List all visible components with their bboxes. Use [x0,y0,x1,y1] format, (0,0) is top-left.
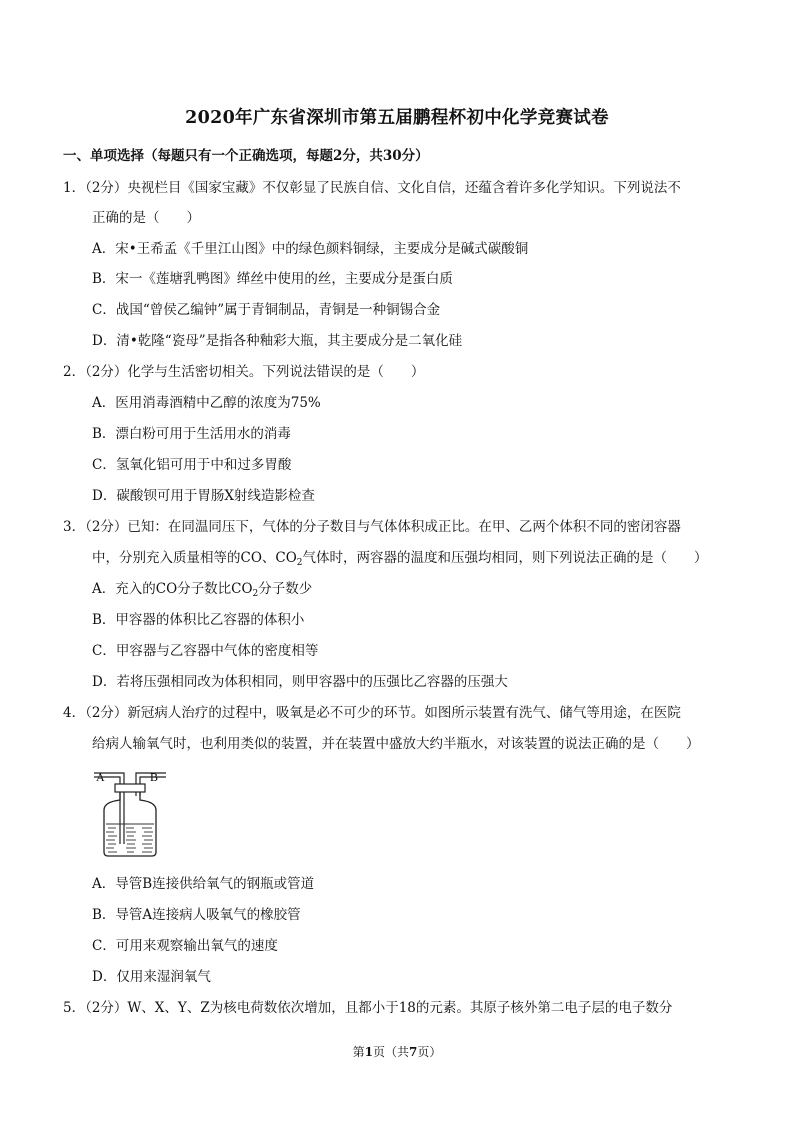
q1-option-a: A．宋•王希孟《千里江山图》中的绿色颜料铜绿，主要成分是碱式碳酸铜 [92,241,529,257]
q2-option-a: A．医用消毒酒精中乙醇的浓度为75% [92,395,321,411]
section-heading: 一、单项选择（每题只有一个正确选项，每题2分，共30分） [63,148,429,164]
q3-option-a [92,577,312,599]
q3-option-a-post: 分子数少 [258,581,313,597]
gas-washing-bottle-diagram [90,766,170,862]
q1-stem-line2: 正确的是（ ） [92,210,200,226]
q1-stem-line1: 1．（2分）央视栏目《国家宝藏》不仅彰显了民族自信、文化自信，还蕴含着许多化学知识。下列说法不 [63,180,681,196]
q1-option-d: D．清•乾隆“瓷母”是指各种釉彩大瓶，其主要成分是二氧化硅 [92,333,463,349]
footer-page-number: 1 [364,1045,373,1059]
q3-option-a-pre: A．充入的CO分子数比CO [92,581,253,597]
q4-option-c: C．可用来观察输出氧气的速度 [92,938,278,954]
q4-option-a: A．导管B连接供给氧气的钢瓶或管道 [92,876,315,892]
footer-mid: 页（共 [372,1045,409,1059]
q3-option-c: C．甲容器与乙容器中气体的密度相等 [92,643,319,659]
q4-option-b: B．导管A连接病人吸氧气的橡胶管 [92,907,301,923]
q5-stem-line1: 5．（2分）W、X、Y、Z为核电荷数依次增加，且都小于18的元素。其原子核外第二电子层的电子数分 [63,1000,673,1016]
tube-label-a: A [96,770,105,784]
q3-stem-line1: 3．（2分）已知：在同温同压下，气体的分子数目与气体体积成正比。在甲、乙两个体积不同的密闭容器 [63,519,681,535]
page-title: 2020年广东省深圳市第五届鹏程杯初中化学竞赛试卷 [185,108,609,128]
tube-label-b: B [150,770,159,784]
q4-option-d: D．仅用来湿润氧气 [92,969,211,985]
q3-stem-line2 [92,546,708,568]
footer-post: 页） [417,1045,442,1059]
gas-washing-bottle-icon [90,766,170,858]
footer-pre: 第 [352,1045,365,1059]
q3-stem-line2-pre: 中，分别充入质量相等的CO、CO [92,550,297,566]
q3-stem-subscript: 2 [296,558,303,568]
q3-stem-line2-post: 气体时，两容器的温度和压强均相同，则下列说法正确的是（ ） [302,550,708,566]
q4-stem-line1: 4．（2分）新冠病人治疗的过程中，吸氧是必不可少的环节。如图所示装置有洗气、储气等用途，在医院 [63,705,681,721]
q2-option-b: B．漂白粉可用于生活用水的消毒 [92,426,291,442]
q2-option-d: D．碳酸钡可用于胃肠X射线造影检查 [92,488,315,504]
footer-total-pages: 7 [409,1045,418,1059]
q3-option-b: B．甲容器的体积比乙容器的体积小 [92,612,305,628]
q3-option-a-subscript: 2 [252,589,259,599]
q4-stem-line2: 给病人输氧气时，也利用类似的装置，并在装置中盛放大约半瓶水，对该装置的说法正确的是（ ） [92,736,700,752]
q3-option-d: D．若将压强相同改为体积相同，则甲容器中的压强比乙容器的压强大 [92,674,508,690]
q2-option-c: C．氢氧化铝可用于中和过多胃酸 [92,457,292,473]
q2-stem-line1: 2．（2分）化学与生活密切相关。下列说法错误的是（ ） [63,364,425,380]
q1-option-b: B．宋一《莲塘乳鸭图》缂丝中使用的丝，主要成分是蛋白质 [92,271,453,287]
q1-option-c: C．战国“曾侯乙编钟”属于青铜制品，青铜是一种铜锡合金 [92,302,441,318]
page-footer [0,1043,794,1060]
